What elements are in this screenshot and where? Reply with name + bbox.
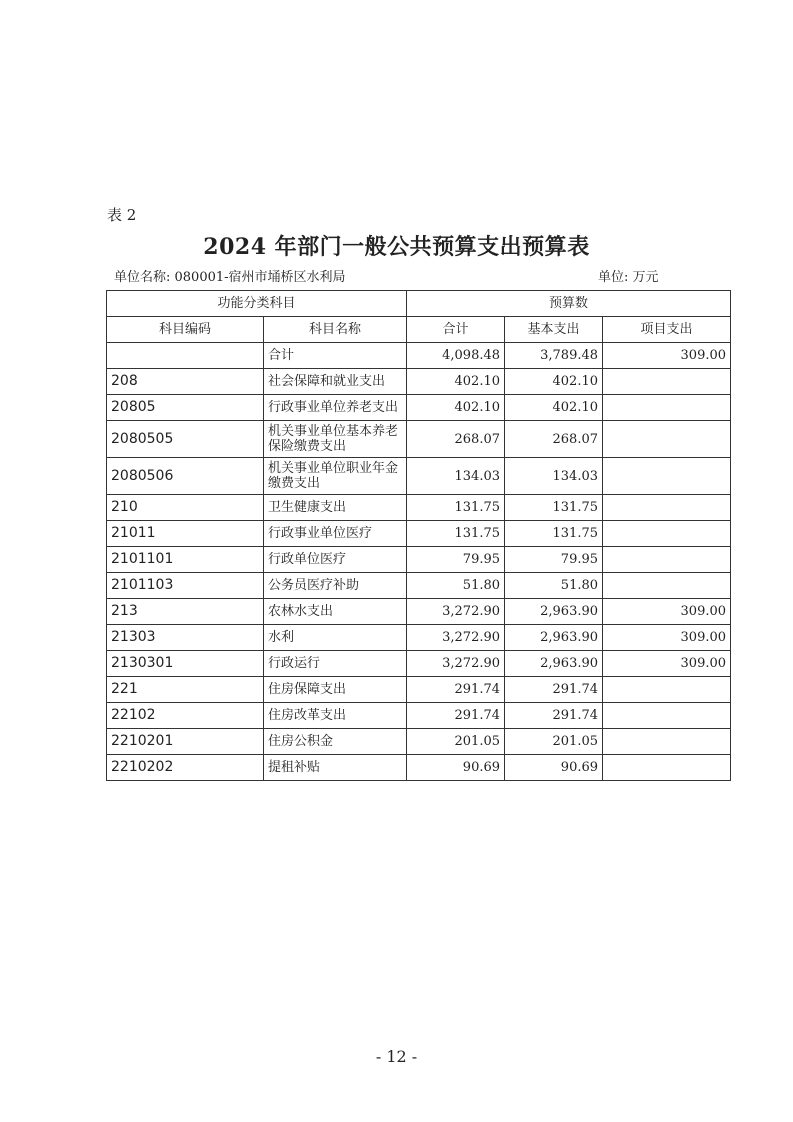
cell-code: 20805 <box>107 395 264 421</box>
cell-basic: 131.75 <box>505 521 603 547</box>
unit-name: 单位名称: 080001-宿州市埇桥区水利局 <box>114 270 346 285</box>
cell-project <box>603 547 731 573</box>
cell-code: 2080506 <box>107 458 264 495</box>
table-row <box>107 573 731 599</box>
table-row <box>107 369 731 395</box>
table-row <box>107 547 731 573</box>
table-row <box>107 625 731 651</box>
cell-basic: 131.75 <box>505 495 603 521</box>
cell-total: 3,272.90 <box>407 625 505 651</box>
cell-total: 201.05 <box>407 729 505 755</box>
cell-basic: 51.80 <box>505 573 603 599</box>
cell-project <box>603 521 731 547</box>
cell-basic: 201.05 <box>505 729 603 755</box>
cell-name: 住房保障支出 <box>264 677 407 703</box>
table-row <box>107 421 731 458</box>
cell-basic: 90.69 <box>505 755 603 781</box>
cell-code: 221 <box>107 677 264 703</box>
cell-code: 2080505 <box>107 421 264 458</box>
cell-code: 2130301 <box>107 651 264 677</box>
table-row <box>107 599 731 625</box>
cell-code: 210 <box>107 495 264 521</box>
cell-project <box>603 677 731 703</box>
cell-basic: 268.07 <box>505 421 603 458</box>
header-basic: 基本支出 <box>505 317 603 343</box>
cell-total: 134.03 <box>407 458 505 495</box>
cell-project <box>603 703 731 729</box>
cell-code: 2101101 <box>107 547 264 573</box>
cell-name: 机关事业单位基本养老保险缴费支出 <box>264 421 407 458</box>
cell-name: 行政事业单位养老支出 <box>264 395 407 421</box>
cell-basic: 2,963.90 <box>505 651 603 677</box>
cell-name: 行政运行 <box>264 651 407 677</box>
cell-total: 131.75 <box>407 521 505 547</box>
cell-name: 机关事业单位职业年金缴费支出 <box>264 458 407 495</box>
table-row <box>107 755 731 781</box>
cell-name: 住房公积金 <box>264 729 407 755</box>
cell-total: 3,272.90 <box>407 599 505 625</box>
cell-basic: 291.74 <box>505 703 603 729</box>
cell-name: 水利 <box>264 625 407 651</box>
cell-project <box>603 729 731 755</box>
cell-name: 公务员医疗补助 <box>264 573 407 599</box>
budget-table <box>106 290 731 781</box>
cell-total: 402.10 <box>407 369 505 395</box>
cell-project: 309.00 <box>603 625 731 651</box>
cell-project <box>603 458 731 495</box>
cell-project <box>603 369 731 395</box>
cell-total: 268.07 <box>407 421 505 458</box>
header-name: 科目名称 <box>264 317 407 343</box>
cell-code: 2101103 <box>107 573 264 599</box>
cell-name: 卫生健康支出 <box>264 495 407 521</box>
table-row <box>107 677 731 703</box>
cell-name: 行政单位医疗 <box>264 547 407 573</box>
cell-project <box>603 755 731 781</box>
table-row <box>107 729 731 755</box>
cell-basic: 2,963.90 <box>505 625 603 651</box>
cell-total: 131.75 <box>407 495 505 521</box>
cell-code: 21011 <box>107 521 264 547</box>
cell-code: 22102 <box>107 703 264 729</box>
cell-basic: 3,789.48 <box>505 343 603 369</box>
cell-total: 90.69 <box>407 755 505 781</box>
page-number: - 12 - <box>375 1047 418 1066</box>
header-row-group <box>107 291 731 317</box>
cell-project <box>603 495 731 521</box>
cell-code: 213 <box>107 599 264 625</box>
cell-basic: 402.10 <box>505 369 603 395</box>
cell-code <box>107 343 264 369</box>
header-total: 合计 <box>407 317 505 343</box>
cell-project <box>603 421 731 458</box>
cell-total: 291.74 <box>407 677 505 703</box>
cell-project <box>603 395 731 421</box>
table-row <box>107 703 731 729</box>
table-row <box>107 343 731 369</box>
cell-total: 79.95 <box>407 547 505 573</box>
cell-name: 农林水支出 <box>264 599 407 625</box>
header-function-group: 功能分类科目 <box>107 291 407 317</box>
header-row-columns <box>107 317 731 343</box>
cell-total: 3,272.90 <box>407 651 505 677</box>
table-row <box>107 495 731 521</box>
cell-total: 51.80 <box>407 573 505 599</box>
cell-project: 309.00 <box>603 599 731 625</box>
cell-basic: 402.10 <box>505 395 603 421</box>
cell-total: 4,098.48 <box>407 343 505 369</box>
cell-code: 2210202 <box>107 755 264 781</box>
cell-name: 提租补贴 <box>264 755 407 781</box>
cell-code: 21303 <box>107 625 264 651</box>
cell-name: 合计 <box>264 343 407 369</box>
cell-basic: 291.74 <box>505 677 603 703</box>
cell-basic: 134.03 <box>505 458 603 495</box>
unit-label: 单位: 万元 <box>598 270 659 285</box>
cell-total: 402.10 <box>407 395 505 421</box>
table-row <box>107 651 731 677</box>
cell-code: 2210201 <box>107 729 264 755</box>
cell-name: 社会保障和就业支出 <box>264 369 407 395</box>
cell-name: 行政事业单位医疗 <box>264 521 407 547</box>
cell-code: 208 <box>107 369 264 395</box>
page-title: 2024 年部门一般公共预算支出预算表 <box>203 234 590 260</box>
table-row <box>107 521 731 547</box>
header-project: 项目支出 <box>603 317 731 343</box>
header-budget-group: 预算数 <box>407 291 731 317</box>
cell-project <box>603 573 731 599</box>
cell-name: 住房改革支出 <box>264 703 407 729</box>
table-row <box>107 458 731 495</box>
table-row <box>107 395 731 421</box>
cell-basic: 79.95 <box>505 547 603 573</box>
table-label: 表 2 <box>107 206 137 224</box>
cell-basic: 2,963.90 <box>505 599 603 625</box>
cell-project: 309.00 <box>603 343 731 369</box>
cell-total: 291.74 <box>407 703 505 729</box>
header-code: 科目编码 <box>107 317 264 343</box>
cell-project: 309.00 <box>603 651 731 677</box>
